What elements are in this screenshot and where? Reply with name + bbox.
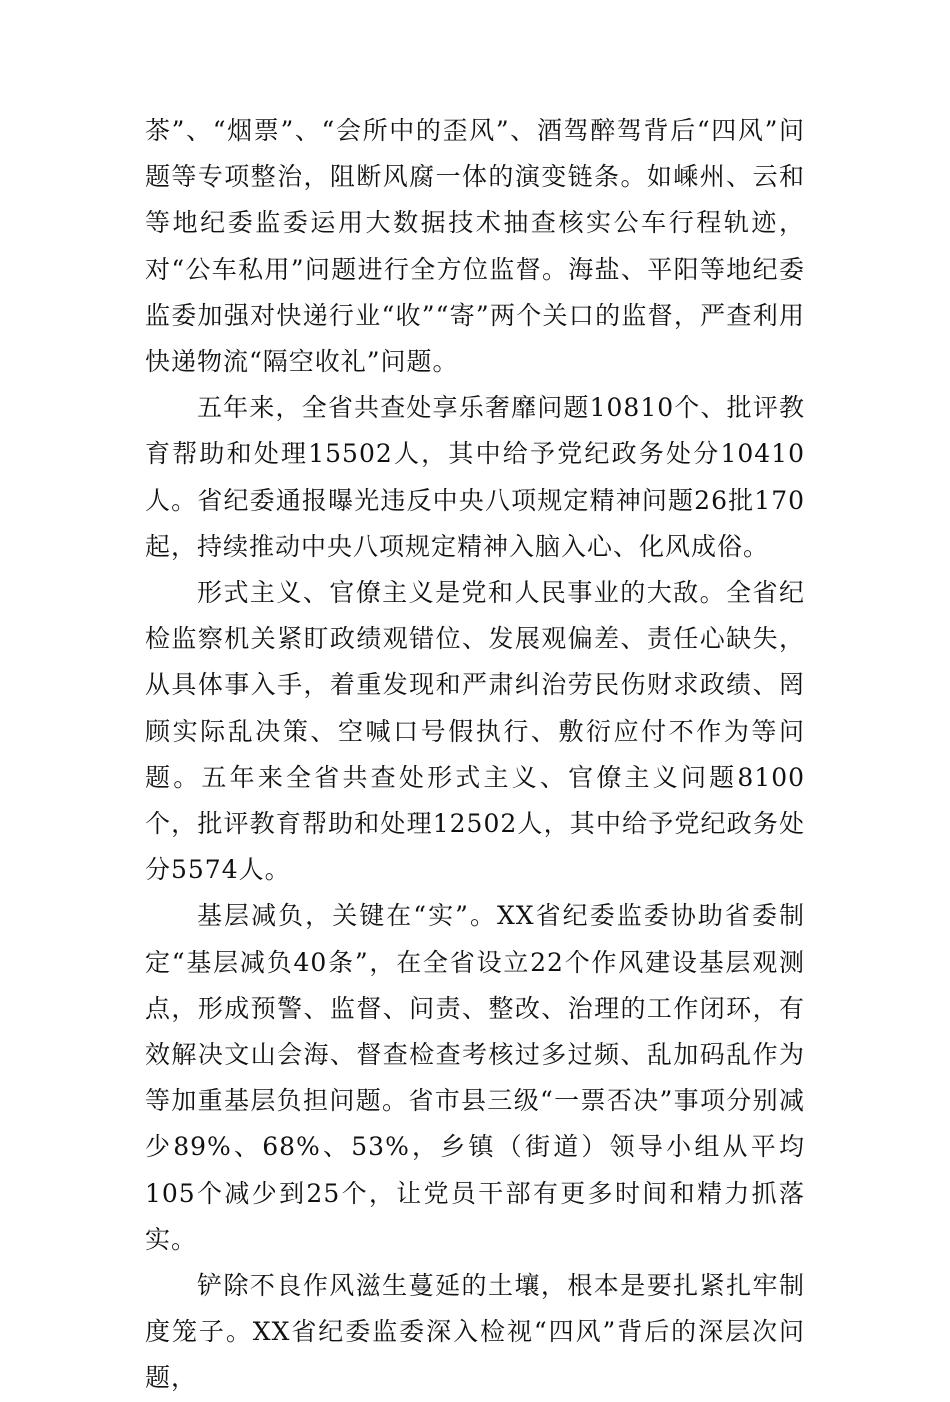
paragraph-hedonism-stats: 五年来，全省共查处享乐奢靡问题10810个、批评教育帮助和处理15502人，其中给予党纪政务处分10410人。省纪委通报曝光违反中央八项规定精神问题26批170起，持续推动中央八项规定精神入脑入心、化风成俗。 (145, 393, 805, 561)
paragraph-formalism: 形式主义、官僚主义是党和人民事业的大敌。全省纪检监察机关紧盯政绩观错位、发展观偏差、责任心缺失，从具体事入手，着重发现和严肃纠治劳民伤财求政绩、罔顾实际乱决策、空喊口号假执行、敷衍应付不作为等问题。五年来全省共查处形式主义、官僚主义问题8100个，批评教育帮助和处理12502人，其中给予党纪政务处分5574人。 (145, 578, 805, 885)
document-body (145, 108, 805, 1402)
paragraph-continuation: 茶”、“烟票”、“会所中的歪风”、酒驾醉驾背后“四风”问题等专项整治，阻断风腐一体的演变链条。如嵊州、云和等地纪委监委运用大数据技术抽查核实公车行程轨迹，对“公车私用”问题进行全方位监督。海盐、平阳等地纪委监委加强对快递行业“收”“寄”两个关口的监督，严查利用快递物流“隔空收礼”问题。 (145, 116, 805, 377)
paragraph-grassroots-burden: 基层减负，关键在“实”。XX省纪委监委协助省委制定“基层减负40条”，在全省设立22个作风建设基层观测点，形成预警、监督、问责、整改、治理的工作闭环，有效解决文山会海、督查检查考核过多过频、乱加码乱作为等加重基层负担问题。省市县三级“一票否决”事项分别减少89%、68%、53%，乡镇（街道）领导小组从平均105个减少到25个，让党员干部有更多时间和精力抓落实。 (145, 901, 805, 1254)
paragraph-institutional-cage: 铲除不良作风滋生蔓延的土壤，根本是要扎紧扎牢制度笼子。XX省纪委监委深入检视“四风”背后的深层次问题， (145, 1271, 805, 1393)
